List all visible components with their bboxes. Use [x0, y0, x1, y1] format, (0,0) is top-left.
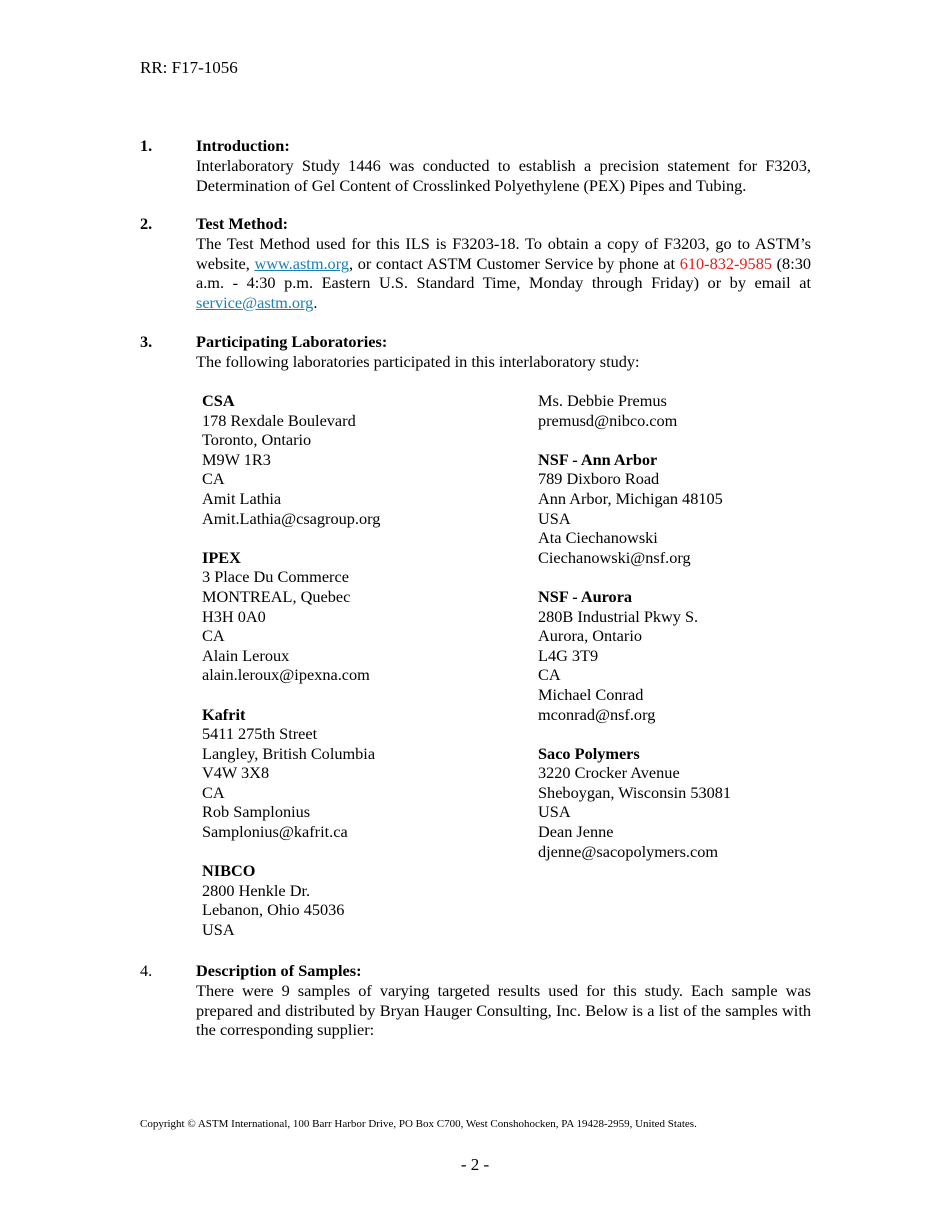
lab-detail-line: 789 Dixboro Road — [538, 469, 660, 489]
document-reference: RR: F17-1056 — [140, 58, 238, 77]
lab-detail-line: 3 Place Du Commerce — [202, 567, 349, 587]
lab-detail-line: H3H 0A0 — [202, 606, 266, 626]
lab-detail-line: Rob Samplonius — [202, 802, 311, 822]
lab-entry — [538, 587, 868, 724]
lab-detail-line: Alain Leroux — [202, 645, 290, 665]
lab-detail-line: MONTREAL, Quebec — [202, 586, 351, 606]
lab-detail-line: mconrad@nsf.org — [538, 704, 656, 724]
section-1-number: 1. — [140, 136, 153, 155]
lab-name: IPEX — [202, 547, 241, 567]
lab-detail-line: alain.leroux@ipexna.com — [202, 665, 370, 685]
copyright-notice: Copyright © ASTM International, 100 Barr Harbor Drive, PO Box C700, West Conshohocken, PA 19428-2959, United States. — [140, 1118, 697, 1130]
lab-detail-line: V4W 3X8 — [202, 763, 270, 783]
labs-left-column — [202, 391, 532, 959]
samples-description-paragraph: There were 9 samples of varying targeted results used for this study. Each sample was prepared and distributed by Bryan Hauger Consulting, Inc. Below is a list of the samples with the corresponding supplier: — [196, 981, 811, 1040]
lab-entry — [202, 548, 532, 685]
section-4-number: 4. — [140, 961, 153, 980]
lab-entry — [202, 861, 532, 939]
lab-name: NIBCO — [202, 861, 256, 881]
lab-detail-line: CA — [202, 626, 225, 646]
section-3-number: 3. — [140, 332, 153, 351]
lab-detail-line: Ciechanowski@nsf.org — [538, 547, 691, 567]
lab-entry — [202, 391, 532, 528]
lab-detail-line: Ms. Debbie Premus — [538, 391, 667, 410]
lab-detail-line: CA — [538, 665, 561, 685]
lab-detail-line: Ata Ciechanowski — [538, 528, 658, 548]
lab-detail-line: Samplonius@kafrit.ca — [202, 822, 348, 842]
section-1-title: Introduction: — [196, 136, 290, 155]
lab-entry — [538, 744, 868, 862]
section-2-title: Test Method: — [196, 214, 289, 233]
section-1-text — [196, 156, 811, 195]
lab-detail-line: M9W 1R3 — [202, 449, 271, 469]
test-method-text-d: . — [313, 292, 318, 312]
test-method-paragraph — [196, 234, 811, 312]
lab-detail-line: 3220 Crocker Avenue — [538, 763, 680, 783]
lab-entry — [538, 450, 868, 568]
lab-name: Saco Polymers — [538, 743, 640, 763]
service-email-link[interactable]: service@astm.org — [196, 292, 314, 312]
section-2-number: 2. — [140, 214, 153, 233]
page-number: - 2 - — [460, 1155, 490, 1174]
lab-detail-line: Amit Lathia — [202, 488, 282, 508]
lab-detail-line: CA — [202, 469, 225, 489]
lab-detail-line: Ann Arbor, Michigan 48105 — [538, 488, 723, 508]
lab-detail-line: premusd@nibco.com — [538, 410, 678, 430]
lab-detail-line: Amit.Lathia@csagroup.org — [202, 508, 381, 528]
lab-detail-line: 280B Industrial Pkwy S. — [538, 606, 699, 626]
lab-detail-line: CA — [202, 782, 225, 802]
test-method-text-a: The Test Method used for this ILS is F3203-18. To obtain a copy of F3203, go to ASTM’s website, — [196, 234, 811, 273]
lab-name: CSA — [202, 391, 235, 410]
section-3-text — [196, 352, 811, 372]
lab-entry-continuation — [538, 391, 868, 430]
lab-detail-line: Lebanon, Ohio 45036 — [202, 900, 345, 920]
lab-detail-line: USA — [202, 920, 235, 940]
lab-detail-line: Langley, British Columbia — [202, 743, 376, 763]
lab-detail-line: L4G 3T9 — [538, 645, 599, 665]
section-4-text — [196, 981, 811, 1040]
lab-name: NSF - Aurora — [538, 586, 633, 606]
lab-detail-line: Toronto, Ontario — [202, 430, 312, 450]
lab-detail-line: USA — [538, 802, 571, 822]
lab-detail-line: USA — [538, 508, 571, 528]
section-4-title: Description of Samples: — [196, 961, 362, 980]
test-method-text-b: , or contact ASTM Customer Service by phone at — [348, 253, 680, 273]
lab-detail-line: 5411 275th Street — [202, 724, 318, 744]
lab-entry — [202, 705, 532, 842]
labs-right-column — [538, 391, 868, 881]
lab-detail-line: Sheboygan, Wisconsin 53081 — [538, 782, 732, 802]
lab-detail-line: Michael Conrad — [538, 684, 644, 704]
participating-labs-intro: The following laboratories participated in this interlaboratory study: — [196, 352, 640, 371]
section-2-text — [196, 234, 811, 312]
lab-detail-line: 178 Rexdale Boulevard — [202, 410, 356, 430]
lab-name: Kafrit — [202, 704, 246, 724]
lab-detail-line: Dean Jenne — [538, 822, 614, 842]
lab-detail-line: Aurora, Ontario — [538, 626, 642, 646]
lab-detail-line: djenne@sacopolymers.com — [538, 841, 719, 861]
lab-name: NSF - Ann Arbor — [538, 449, 658, 469]
astm-website-link[interactable]: www.astm.org — [254, 253, 349, 273]
customer-service-phone: 610-832-9585 — [679, 253, 772, 273]
test-method-text-c: (8:30 a.m. - 4:30 p.m. Eastern U.S. Standard Time, Monday through Friday) or by email at — [196, 253, 811, 293]
introduction-paragraph: Interlaboratory Study 1446 was conducted to establish a precision statement for F3203, Determination of Gel Content of Crosslinked Polyethylene (PEX) Pipes and Tubing. — [196, 156, 811, 195]
lab-detail-line: 2800 Henkle Dr. — [202, 880, 311, 900]
section-3-title: Participating Laboratories: — [196, 332, 388, 351]
